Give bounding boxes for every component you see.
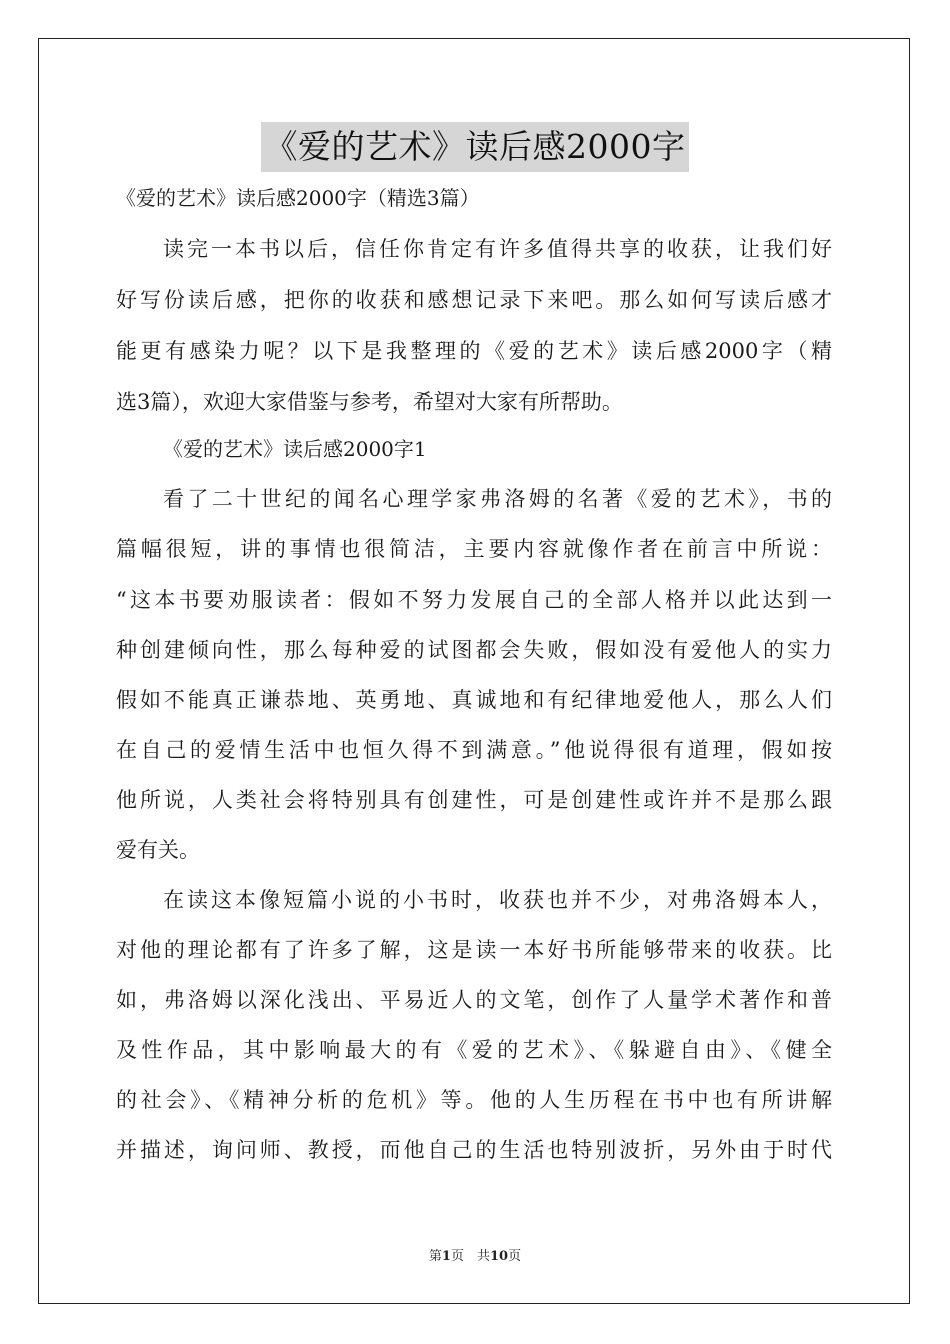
page-footer — [0, 1247, 950, 1267]
footer-suffix: 页 — [508, 1249, 522, 1264]
body-line: 的社会》、《精神分析的危机》等。他的人生历程在书中也有所讲解 — [116, 1088, 832, 1112]
body-line: 如，弗洛姆以深化浅出、平易近人的文笔，创作了人量学术著作和普 — [116, 988, 832, 1012]
body-line: 选3篇），欢迎大家借鉴与参考，希望对大家有所帮助。 — [116, 390, 623, 414]
body-line: 爱有关。 — [116, 838, 200, 862]
section-heading: 《爱的艺术》读后感2000字1 — [163, 437, 427, 461]
body-line: 读完一本书以后，信任你肯定有许多值得共享的收获，让我们好 — [163, 237, 832, 261]
body-line: 他所说，人类社会将特别具有创建性，可是创建性或许并不是那么跟 — [116, 788, 832, 812]
body-line: 在自己的爱情生活中也恒久得不到满意。”他说得很有道理，假如按 — [116, 738, 832, 762]
body-line: 对他的理论都有了许多了解，这是读一本好书所能够带来的收获。比 — [116, 938, 832, 962]
body-line: 在读这本像短篇小说的小书时，收获也并不少，对弗洛姆本人， — [163, 888, 832, 912]
body-line: 看了二十世纪的闻名心理学家弗洛姆的名著《爱的艺术》，书的 — [163, 487, 832, 511]
body-line: 种创建倾向性，那么每种爱的试图都会失败，假如没有爱他人的实力 — [116, 638, 832, 662]
footer-prefix: 第 — [428, 1249, 442, 1264]
document-title: 《爱的艺术》读后感2000字 — [261, 122, 690, 172]
body-line: 能更有感染力呢？以下是我整理的《爱的艺术》读后感2000字（精 — [116, 339, 832, 363]
body-line: 好写份读后感，把你的收获和感想记录下来吧。那么如何写读后感才 — [116, 288, 832, 312]
footer-total-pages: 10 — [489, 1249, 509, 1264]
document-subtitle: 《爱的艺术》读后感2000字（精选3篇） — [116, 186, 480, 210]
title-container — [0, 122, 950, 172]
body-line: 及性作品，其中影响最大的有《爱的艺术》、《躲避自由》、《健全 — [116, 1038, 832, 1062]
body-line: “这本书要劝服读者：假如不努力发展自己的全部人格并以此达到一 — [116, 588, 832, 612]
body-line: 篇幅很短，讲的事情也很简洁，主要内容就像作者在前言中所说： — [116, 537, 832, 561]
footer-mid: 页 共 — [450, 1249, 490, 1264]
body-line: 并描述，询问师、教授，而他自己的生活也特别波折，另外由于时代 — [116, 1138, 832, 1162]
body-line: 假如不能真正谦恭地、英勇地、真诚地和有纪律地爱他人，那么人们 — [116, 688, 832, 712]
footer-page-number: 1 — [441, 1249, 451, 1264]
